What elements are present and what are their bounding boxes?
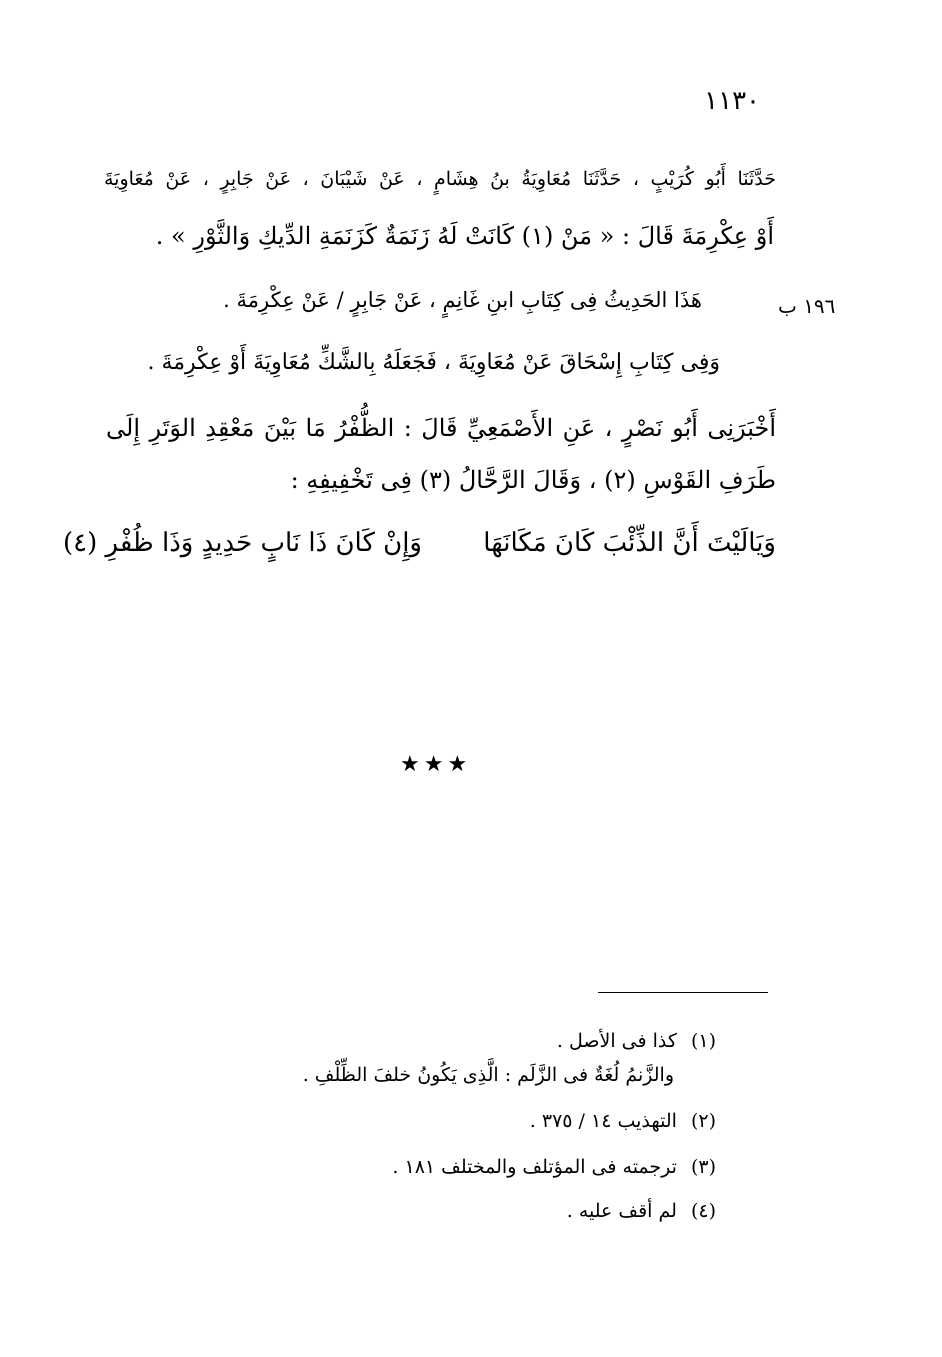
footnote-text: كذا فى الأصل .	[556, 1030, 677, 1052]
footnote-rule	[598, 992, 768, 993]
text-line-3: هَذَا الحَدِيثُ فِى كِتَابِ ابنِ غَانِمٍ ، عَنْ جَابِرٍ / عَنْ عِكْرِمَةَ .	[223, 288, 702, 312]
footnote-number: (١)	[690, 1030, 716, 1052]
footnote-number: (٢)	[690, 1110, 716, 1132]
footnote-1-continuation	[303, 1064, 674, 1086]
text-line-6: طَرَفِ القَوْسِ (٢) ، وَقَالَ الرَّحَّالُ (٣) فِى تَخْفِيفِهِ :	[290, 466, 776, 494]
text-line-2: أَوْ عِكْرِمَةَ قَالَ : « مَنْ (١) كَانَتْ لَهُ زَنَمَةٌ كَزَنَمَةِ الدِّيكِ وَالثَّوْرِ » .	[155, 222, 774, 250]
footnote-number: (٣)	[690, 1156, 716, 1178]
section-separator: ★★★	[400, 752, 472, 777]
margin-note: ١٩٦ ب	[778, 294, 836, 318]
footnote-text: ترجمته فى المؤتلف والمختلف ١٨١ .	[392, 1156, 677, 1178]
text-line-1: حَدَّثَنَا أَبُو كُرَيْبٍ ، حَدَّثَنَا مُعَاوِيَةُ بنُ هِشَامٍ ، عَنْ شَيْبَانَ ، عَنْ جَابِرٍ ، عَنْ مُعَاوِيَةَ	[104, 168, 776, 190]
verse-hemistich-right: وَيَالَيْتَ أَنَّ الذِّئْبَ كَانَ مَكَانَهَا	[483, 528, 776, 558]
footnote-text: لم أقف عليه .	[566, 1200, 677, 1222]
footnote-3	[392, 1156, 716, 1178]
footnote-4	[567, 1200, 716, 1222]
text-line-4: وَفِى كِتَابِ إِسْحَاقَ عَنْ مُعَاوِيَةَ ، فَجَعَلَهُ بِالشَّكِّ مُعَاوِيَةَ أَوْ عِكْرِمَةَ .	[147, 350, 720, 375]
footnote-2	[530, 1110, 716, 1132]
page-number: ١١٣٠	[704, 86, 760, 116]
footnote-text: والزَّنمُ لُغَةٌ فى الزَّلَم : الَّذِى يَكُونُ خلفَ الظِّلْفِ .	[302, 1064, 674, 1086]
verse-hemistich-left: وَإِنْ كَانَ ذَا نَابٍ حَدِيدٍ وَذَا ظُفْرِ (٤)	[63, 528, 422, 558]
footnote-1	[557, 1030, 716, 1052]
footnote-number: (٤)	[690, 1200, 716, 1222]
text-line-5: أَخْبَرَنِى أَبُو نَصْرٍ ، عَنِ الأَصْمَعِيِّ قَالَ : الظُّفْرُ مَا بَيْنَ مَعْقِدِ الوَتَرِ إِلَى	[106, 414, 776, 442]
footnote-text: التهذيب ١٤ / ٣٧٥ .	[529, 1110, 677, 1132]
